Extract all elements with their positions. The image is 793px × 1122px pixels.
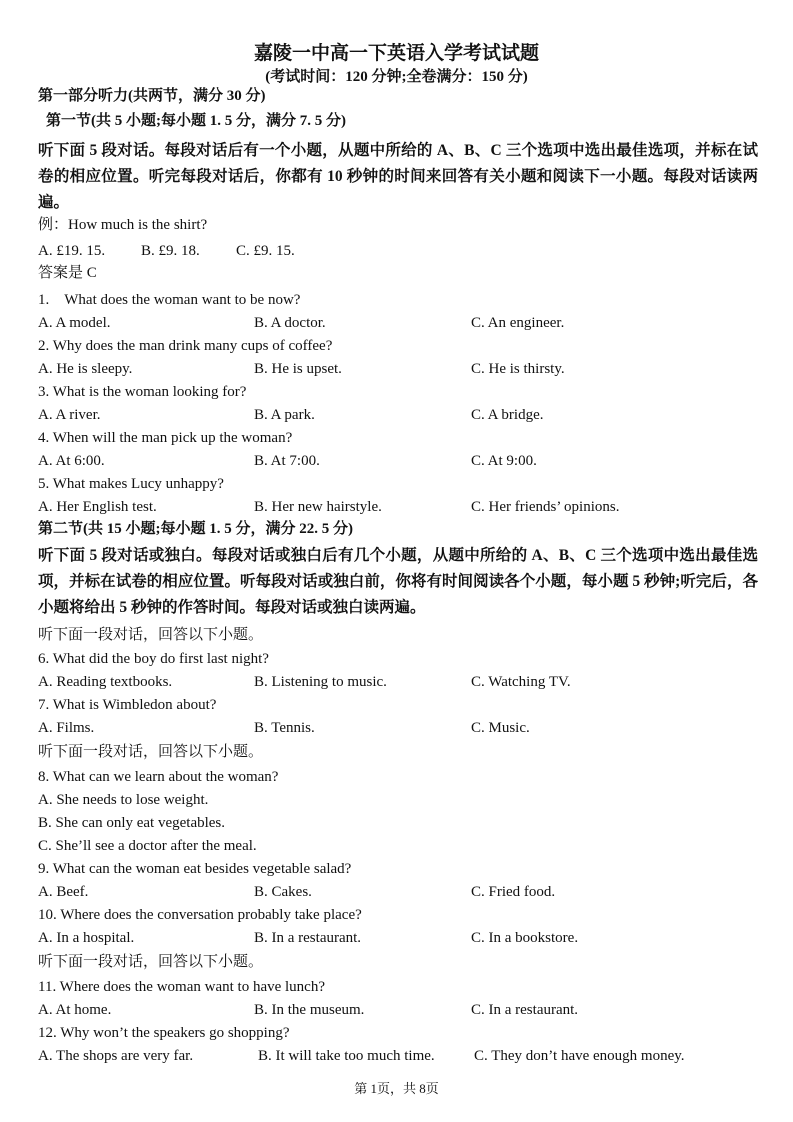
question-10: 10. Where does the conversation probably take place?: [38, 907, 362, 923]
example-question: 例：How much is the shirt?: [38, 217, 208, 233]
q1-option-b: B. A doctor.: [254, 315, 326, 331]
q1-option-a: A. A model.: [38, 315, 111, 331]
question-12: 12. Why won’t the speakers go shopping?: [38, 1025, 290, 1041]
q2-option-b: B. He is upset.: [254, 361, 342, 377]
q11-option-a: A. At home.: [38, 1002, 112, 1018]
q10-option-a: A. In a hospital.: [38, 930, 135, 946]
q8-option-b: B. She can only eat vegetables.: [38, 815, 226, 831]
q5-option-a: A. Her English test.: [38, 499, 157, 515]
question-5: 5. What makes Lucy unhappy?: [38, 476, 224, 492]
q3-option-b: B. A park.: [254, 407, 315, 423]
q8-option-c: C. She’ll see a doctor after the meal.: [38, 838, 257, 854]
q9-option-b: B. Cakes.: [254, 884, 312, 900]
question-3: 3. What is the woman looking for?: [38, 384, 247, 400]
exam-subtitle: (考试时间：120 分钟;全卷满分：150 分): [265, 69, 528, 85]
question-8: 8. What can we learn about the woman?: [38, 769, 279, 785]
q7-option-b: B. Tennis.: [254, 720, 315, 736]
group2-note: 听下面一段对话，回答以下小题。: [38, 744, 264, 760]
q5-option-c: C. Her friends’ opinions.: [471, 499, 620, 515]
section2-instructions: 听下面 5 段对话或独白。每段对话或独白后有几个小题，从题中所给的 A、B、C 三个选项中选出最佳选项，并标在试卷的相应位置。听每段对话或独白前，你将有时间阅读各个小题，每小题 5 秒钟;听完后，各小题将给出 5 秒钟的作答时间。每段对话或独白读两遍。: [38, 547, 758, 616]
q4-option-c: C. At 9:00.: [471, 453, 537, 469]
q9-option-a: A. Beef.: [38, 884, 89, 900]
q5-option-b: B. Her new hairstyle.: [254, 499, 382, 515]
section1-heading: 第一节(共 5 小题;每小题 1. 5 分，满分 7. 5 分): [46, 113, 346, 129]
example-answer: 答案是 C: [38, 265, 97, 281]
part1-heading: 第一部分听力(共两节，满分 30 分): [38, 88, 266, 104]
question-9: 9. What can the woman eat besides vegetable salad?: [38, 861, 352, 877]
question-6: 6. What did the boy do first last night?: [38, 651, 269, 667]
q10-option-c: C. In a bookstore.: [471, 930, 579, 946]
q11-option-c: C. In a restaurant.: [471, 1002, 579, 1018]
q2-option-a: A. He is sleepy.: [38, 361, 133, 377]
q4-option-b: B. At 7:00.: [254, 453, 320, 469]
group3-note: 听下面一段对话，回答以下小题。: [38, 954, 264, 970]
q6-option-a: A. Reading textbooks.: [38, 674, 173, 690]
q6-option-c: C. Watching TV.: [471, 674, 571, 690]
q12-option-b: B. It will take too much time.: [258, 1048, 435, 1064]
q7-option-c: C. Music.: [471, 720, 530, 736]
question-4: 4. When will the man pick up the woman?: [38, 430, 293, 446]
example-option-c: C. £9. 15.: [236, 243, 295, 259]
exam-title: 嘉陵一中高一下英语入学考试试题: [253, 43, 539, 64]
question-1: 1. What does the woman want to be now?: [38, 292, 301, 308]
q12-option-c: C. They don’t have enough money.: [474, 1048, 685, 1064]
section2-heading: 第二节(共 15 小题;每小题 1. 5 分，满分 22. 5 分): [38, 521, 353, 537]
question-2: 2. Why does the man drink many cups of coffee?: [38, 338, 333, 354]
q9-option-c: C. Fried food.: [471, 884, 556, 900]
q2-option-c: C. He is thirsty.: [471, 361, 565, 377]
example-option-a: A. £19. 15.: [38, 243, 106, 259]
example-option-b: B. £9. 18.: [141, 243, 200, 259]
q3-option-a: A. A river.: [38, 407, 101, 423]
q12-option-a: A. The shops are very far.: [38, 1048, 194, 1064]
q1-option-c: C. An engineer.: [471, 315, 565, 331]
q10-option-b: B. In a restaurant.: [254, 930, 362, 946]
page-number: 第 1页，共 8页: [354, 1081, 439, 1096]
q4-option-a: A. At 6:00.: [38, 453, 105, 469]
question-11: 11. Where does the woman want to have lunch?: [38, 979, 325, 995]
q3-option-c: C. A bridge.: [471, 407, 544, 423]
q7-option-a: A. Films.: [38, 720, 95, 736]
q8-option-a: A. She needs to lose weight.: [38, 792, 209, 808]
section1-instructions: 听下面 5 段对话。每段对话后有一个小题，从题中所给的 A、B、C 三个选项中选出最佳选项，并标在试卷的相应位置。听完每段对话后，你都有 10 秒钟的时间来回答有关小题和阅读下一小题。每段对话读两遍。: [38, 142, 758, 211]
group1-note: 听下面一段对话，回答以下小题。: [38, 627, 264, 643]
q11-option-b: B. In the museum.: [254, 1002, 365, 1018]
q6-option-b: B. Listening to music.: [254, 674, 387, 690]
question-7: 7. What is Wimbledon about?: [38, 697, 217, 713]
